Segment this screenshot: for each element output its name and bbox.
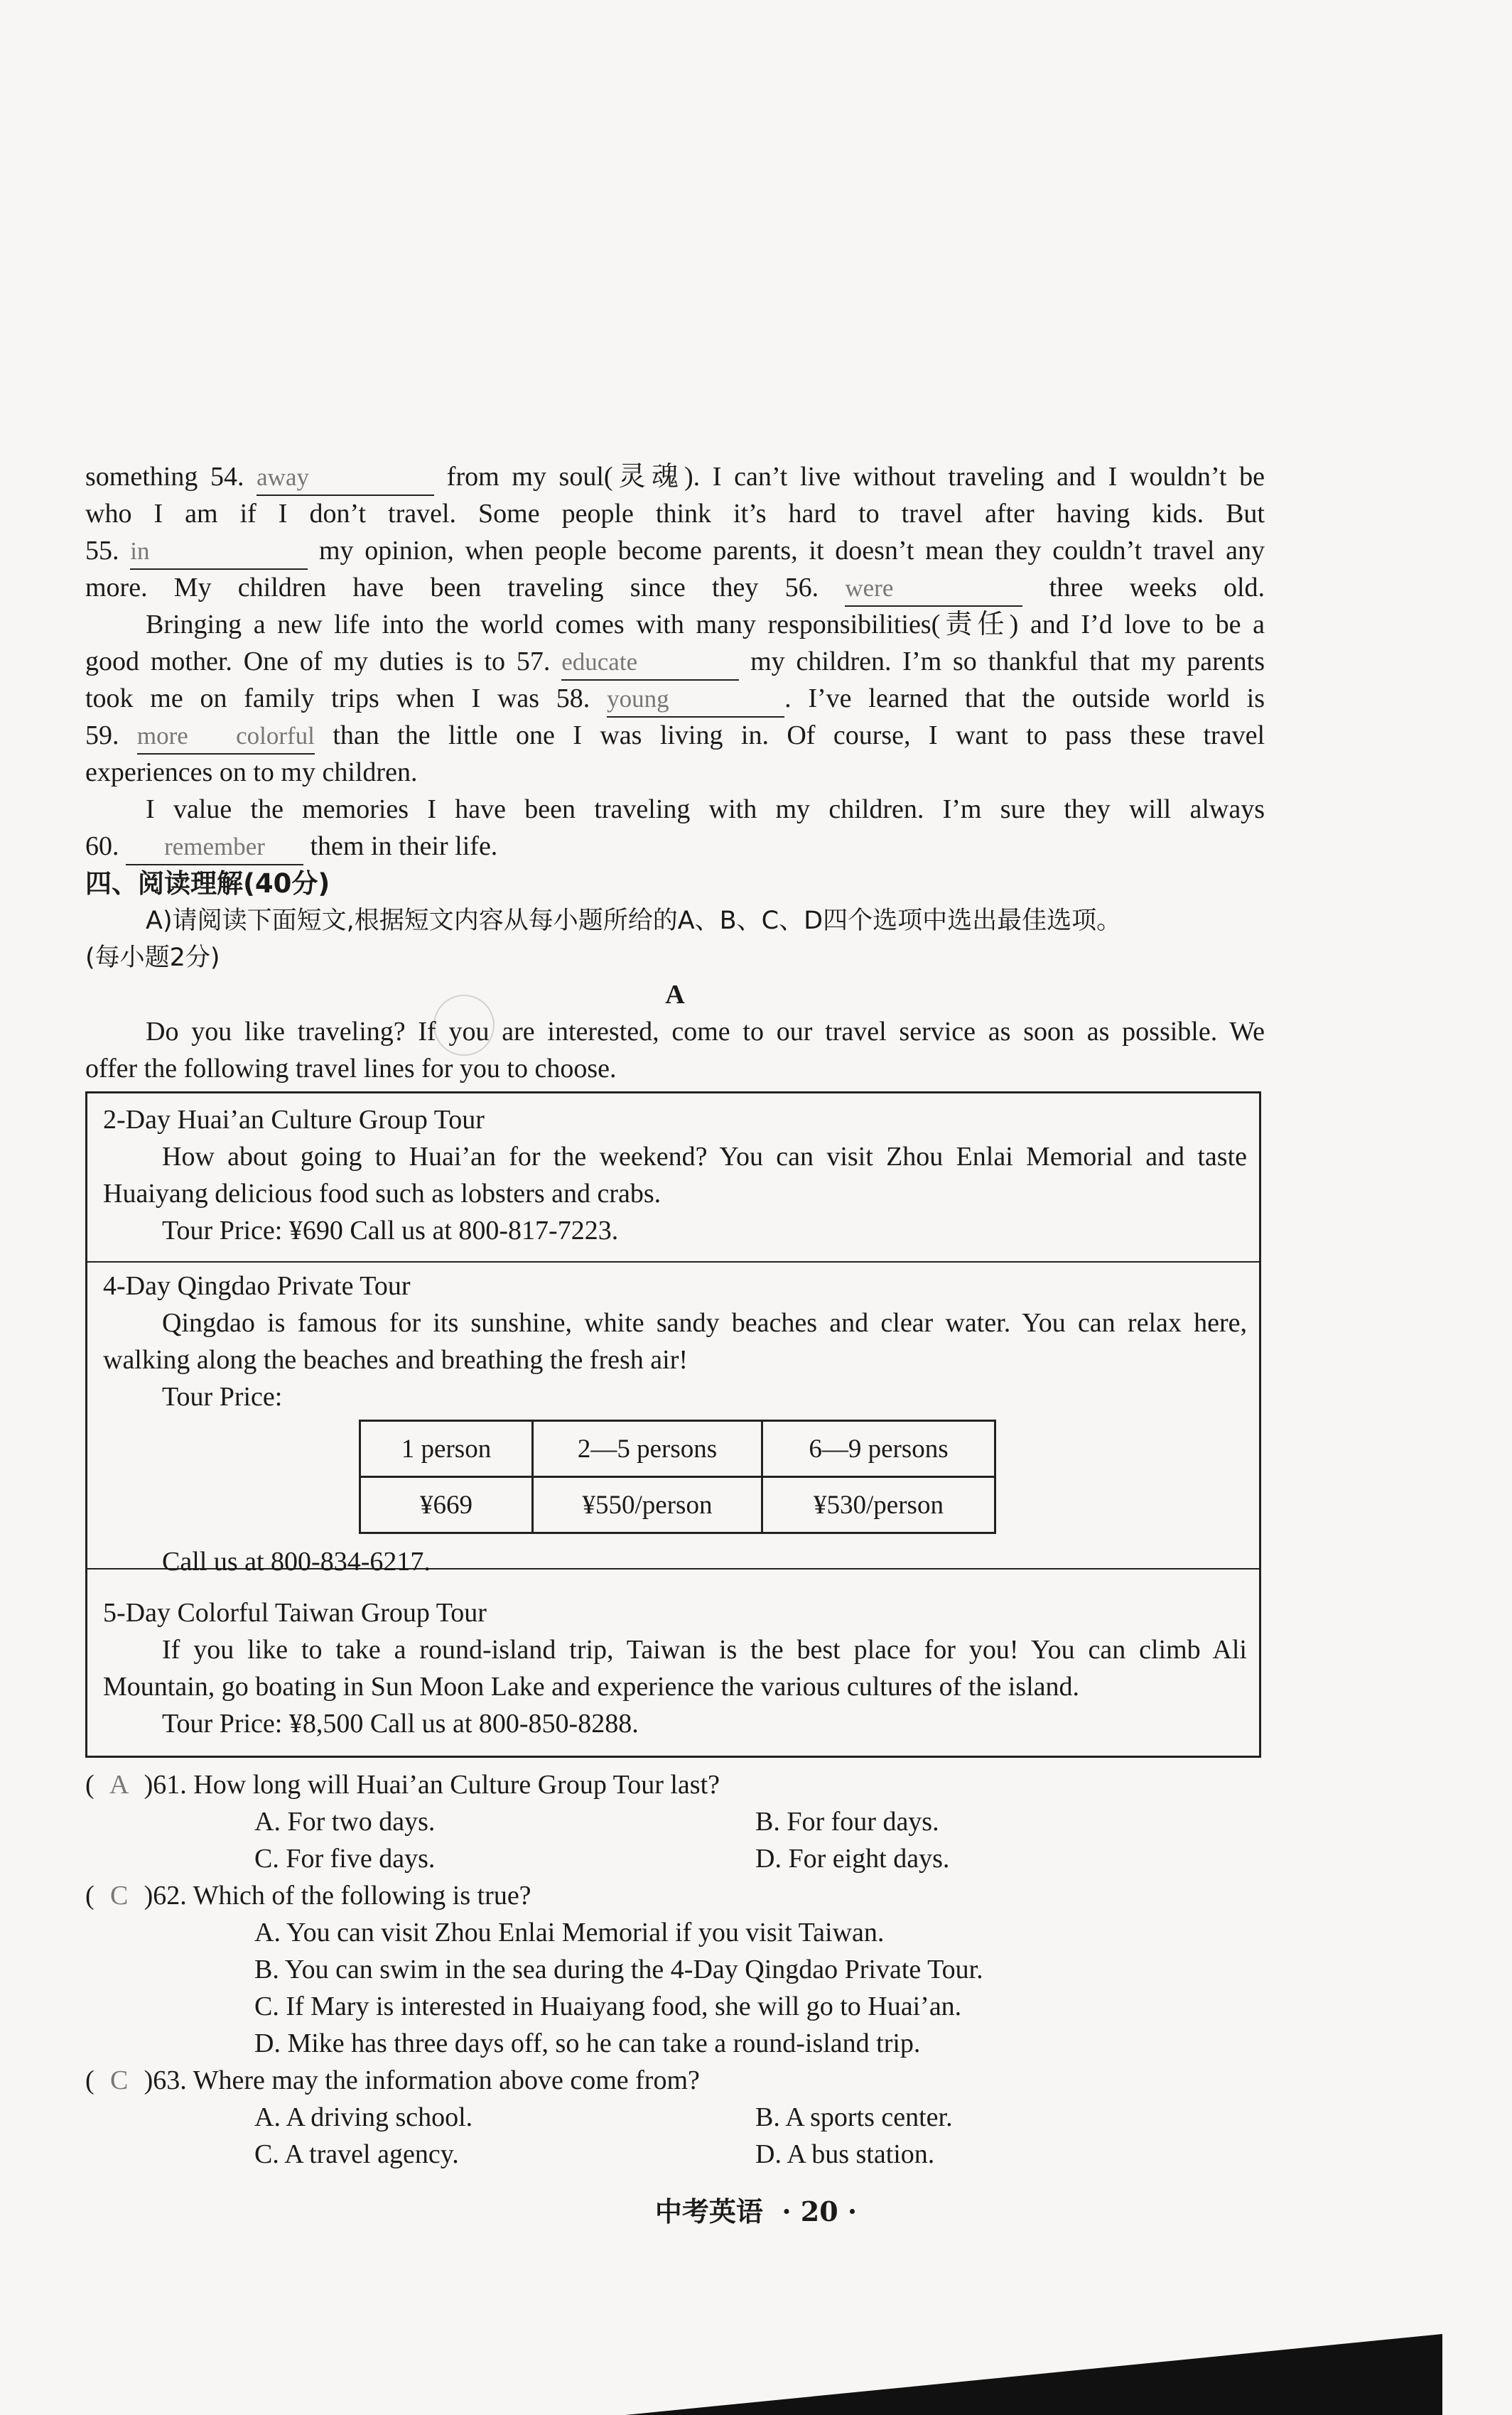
passage-line: something 54. away from my soul(灵魂). I can’t live without traveling and I wouldn’t be [85,458,1265,496]
answer-62[interactable]: C [109,1881,129,1911]
tour-title-huaian: 2-Day Huai’an Culture Group Tour [103,1105,485,1135]
answer-blank-55[interactable]: in [130,537,308,570]
scan-shadow [625,2313,1442,2415]
price-cell: ¥669 [360,1477,533,1533]
option[interactable]: A. For two days. [254,1807,436,1837]
option[interactable]: B. You can swim in the sea during the 4-Day Qingdao Private Tour. [254,1955,983,1984]
answer-blank-59[interactable]: more colorful [137,722,315,755]
intro-line: Do you like traveling? If you are interested, come to our travel service as soon as possible. We [146,1017,1265,1047]
option[interactable]: C. For five days. [254,1844,436,1874]
answer-blank-56[interactable]: were [845,574,1022,607]
tour-desc: walking along the beaches and breathing the fresh air! [103,1345,688,1375]
option[interactable]: C. If Mary is interested in Huaiyang food, she will go to Huai’an. [254,1992,962,2021]
answer-blank-58[interactable]: young [607,685,784,718]
question-62: ( C )62. Which of the following is true? [85,1877,531,1914]
option[interactable]: D. A bus station. [755,2139,935,2169]
page-footer [0,2190,1512,2229]
passage-line: good mother. One of my duties is to 57. educate my children. I’m so thankful that my parents [85,643,1265,681]
answer-63[interactable]: C [109,2065,129,2095]
option[interactable]: C. A travel agency. [254,2139,459,2169]
passage-line: 55. in my opinion, when people become parents, it doesn’t mean they couldn’t travel any [85,532,1265,570]
part-label: A [665,980,685,1010]
tour-price: Tour Price: ¥690 Call us at 800-817-7223. [162,1216,619,1246]
tour-title-qingdao: 4-Day Qingdao Private Tour [103,1271,411,1301]
option[interactable]: A. A driving school. [254,2102,473,2132]
passage-line: Bringing a new life into the world comes with many responsibilities(责任) and I’d love to be a [146,610,1265,639]
answer-blank-54[interactable]: away [256,463,434,496]
tour-desc: Qingdao is famous for its sunshine, white sandy beaches and clear water. You can relax here, [162,1308,1247,1338]
option[interactable]: D. For eight days. [755,1844,950,1874]
passage-line: who I am if I don’t travel. Some people think it’s hard to travel after having kids. But [85,499,1265,529]
tour-desc: Mountain, go boating in Sun Moon Lake and experience the various cultures of the island. [103,1672,1080,1702]
footer-title: 中考英语 [654,2195,763,2227]
tour-desc: Huaiyang delicious food such as lobsters and crabs. [103,1179,662,1209]
tour-desc: If you like to take a round-island trip, Taiwan is the best place for you! You can climb Ali [162,1635,1247,1665]
option[interactable]: D. Mike has three days off, so he can take a round-island trip. [254,2028,921,2058]
answer-61[interactable]: A [109,1770,129,1800]
divider [87,1261,1259,1263]
option[interactable]: B. For four days. [755,1807,939,1837]
answer-blank-57[interactable]: educate [561,648,739,681]
price-cell: ¥530/person [762,1477,995,1533]
question-61: ( A )61. How long will Huai’an Culture Group Tour last? [85,1766,720,1803]
passage-line: took me on family trips when I was 58. young . I’ve learned that the outside world is [85,680,1265,718]
question-63: ( C )63. Where may the information above come from? [85,2062,700,2099]
tour-price-label: Tour Price: [162,1382,283,1412]
answer-blank-60[interactable]: remember [126,833,303,865]
price-table [359,1420,996,1534]
tour-phone: Call us at 800-834-6217. [162,1547,431,1577]
passage-line: more. My children have been traveling since they 56. were three weeks old. [85,569,1265,607]
tour-title-taiwan: 5-Day Colorful Taiwan Group Tour [103,1598,487,1628]
price-header: 2—5 persons [533,1421,762,1477]
section-instruction: (每小题2分) [85,944,220,972]
price-cell: ¥550/person [533,1477,762,1533]
passage-line: 60. remember them in their life. [85,828,1265,865]
price-header: 1 person [360,1421,533,1477]
tour-price: Tour Price: ¥8,500 Call us at 800-850-8288. [162,1709,639,1739]
option[interactable]: A. You can visit Zhou Enlai Memorial if you visit Taiwan. [254,1918,885,1947]
price-header: 6—9 persons [762,1421,995,1477]
passage-line: I value the memories I have been traveling with my children. I’m sure they will always [146,794,1265,824]
passage-line: 59. more colorful than the little one I was living in. Of course, I want to pass these travel [85,717,1265,755]
section-heading: 四、阅读理解(40分) [85,868,330,899]
section-instruction: A)请阅读下面短文,根据短文内容从每小题所给的A、B、C、D四个选项中选出最佳选项。 [146,907,1122,935]
tour-desc: How about going to Huai’an for the weekend? You can visit Zhou Enlai Memorial and taste [162,1142,1247,1172]
page-number: · 20 · [782,2195,858,2227]
passage-line: experiences on to my children. [85,757,418,787]
intro-line: offer the following travel lines for you to choose. [85,1054,617,1084]
option[interactable]: B. A sports center. [755,2102,953,2132]
